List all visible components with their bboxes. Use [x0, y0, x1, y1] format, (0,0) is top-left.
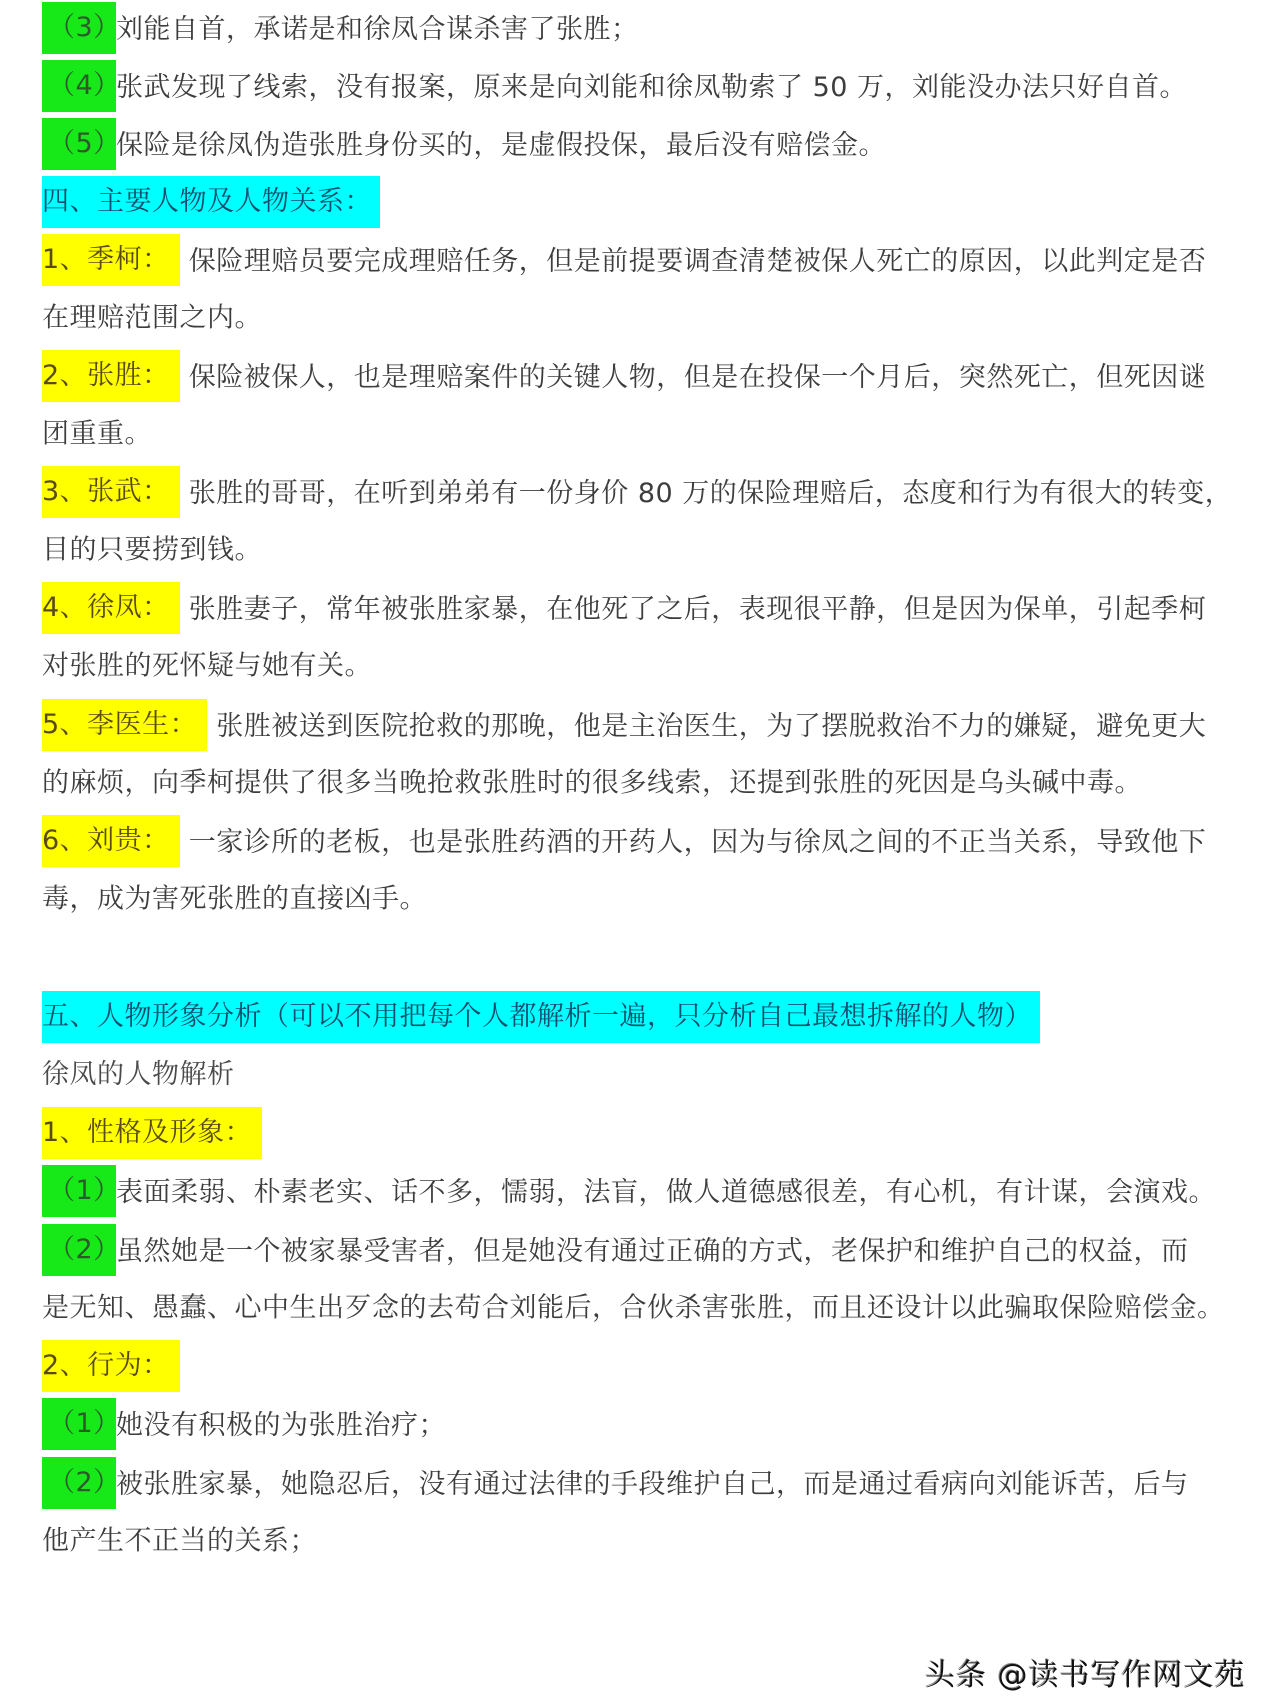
subtitle-text: 徐凤的人物解析 — [42, 1059, 235, 1090]
item-tag: （5） — [42, 118, 116, 170]
item-text-cont: 是无知、愚蠢、心中生出歹念的去苟合刘能后，合伙杀害张胜，而且还设计以此骗取保险赔偿金。 — [42, 1292, 1225, 1324]
item-text: 刘能自首，承诺是和徐凤合谋杀害了张胜； — [116, 14, 639, 45]
character-2-line1 — [42, 354, 1206, 398]
item-text: 她没有积极的为张胜治疗； — [116, 1410, 446, 1441]
character-6-line2 — [42, 877, 427, 921]
character-label: 1、季柯： — [42, 234, 180, 286]
character-desc-cont: 在理赔范围之内。 — [42, 302, 262, 334]
character-3-line2 — [42, 528, 262, 572]
character-label: 2、张胜： — [42, 350, 180, 402]
character-4-line2 — [42, 644, 372, 688]
character-desc-cont: 的麻烦，向季柯提供了很多当晚抢救张胜时的很多线索，还提到张胜的死因是乌头碱中毒。 — [42, 767, 1142, 799]
watermark: 头条 @读书写作网文苑 — [925, 1658, 1246, 1693]
character-5-line1 — [42, 703, 1206, 747]
part-label: 1、性格及形象： — [42, 1107, 262, 1159]
item-text: 被张胜家暴，她隐忍后，没有通过法律的手段维护自己，而是通过看病向刘能诉苦，后与 — [116, 1469, 1189, 1500]
character-label: 4、徐凤： — [42, 582, 180, 634]
item-tag: （3） — [42, 2, 116, 54]
behavior-1 — [42, 1402, 446, 1446]
character-5-line2 — [42, 761, 1142, 805]
character-desc: 张胜被送到医院抢救的那晚，他是主治医生，为了摆脱救治不力的嫌疑，避免更大 — [216, 711, 1207, 742]
part2-heading — [42, 1344, 180, 1388]
character-label: 3、张武： — [42, 466, 180, 518]
character-label: 5、李医生： — [42, 699, 207, 751]
section-heading-analysis — [42, 995, 1040, 1039]
part-label: 2、行为： — [42, 1340, 180, 1392]
item-text: 保险是徐凤伪造张胜身份买的，是虚假投保，最后没有赔偿金。 — [116, 130, 886, 161]
character-3-line1 — [42, 470, 1232, 514]
trait-2-line2 — [42, 1286, 1225, 1330]
trait-1 — [42, 1169, 1216, 1213]
character-desc-cont: 团重重。 — [42, 418, 152, 450]
item-tag: （1） — [42, 1398, 116, 1450]
character-desc: 一家诊所的老板，也是张胜药酒的开药人，因为与徐凤之间的不正当关系，导致他下 — [188, 827, 1207, 858]
plot-point-4 — [42, 64, 1187, 108]
heading-text: 五、人物形象分析（可以不用把每个人都解析一遍，只分析自己最想拆解的人物） — [42, 991, 1040, 1043]
character-2-line2 — [42, 412, 152, 456]
character-1-line2 — [42, 296, 262, 340]
character-desc-cont: 对张胜的死怀疑与她有关。 — [42, 650, 372, 682]
item-tag: （1） — [42, 1165, 116, 1217]
plot-point-5 — [42, 122, 886, 166]
section-heading-characters — [42, 180, 380, 224]
analysis-subtitle — [42, 1053, 235, 1097]
character-desc-cont: 目的只要捞到钱。 — [42, 534, 262, 566]
item-tag: （4） — [42, 60, 116, 112]
character-desc: 保险理赔员要完成理赔任务，但是前提要调查清楚被保人死亡的原因，以此判定是否 — [188, 246, 1207, 277]
heading-text: 四、主要人物及人物关系： — [42, 176, 380, 228]
character-1-line1 — [42, 238, 1206, 282]
character-desc: 张胜的哥哥，在听到弟弟有一份身价 80 万的保险理赔后，态度和行为有很大的转变， — [188, 478, 1233, 509]
character-label: 6、刘贵： — [42, 815, 180, 867]
part1-heading — [42, 1111, 262, 1155]
character-desc-cont: 毒，成为害死张胜的直接凶手。 — [42, 883, 427, 915]
item-text-cont: 他产生不正当的关系； — [42, 1525, 317, 1557]
behavior-2-line2 — [42, 1519, 317, 1563]
behavior-2-line1 — [42, 1461, 1189, 1505]
item-text: 张武发现了线索，没有报案，原来是向刘能和徐凤勒索了 50 万，刘能没办法只好自首。 — [116, 72, 1188, 103]
item-tag: （2） — [42, 1457, 116, 1509]
trait-2-line1 — [42, 1228, 1189, 1272]
character-6-line1 — [42, 819, 1206, 863]
character-desc: 张胜妻子，常年被张胜家暴，在他死了之后，表现很平静，但是因为保单，引起季柯 — [188, 594, 1207, 625]
character-4-line1 — [42, 586, 1206, 630]
plot-point-3 — [42, 6, 639, 50]
item-text: 虽然她是一个被家暴受害者，但是她没有通过正确的方式，老保护和维护自己的权益，而 — [116, 1236, 1189, 1267]
item-tag: （2） — [42, 1224, 116, 1276]
character-desc: 保险被保人，也是理赔案件的关键人物，但是在投保一个月后，突然死亡，但死因谜 — [188, 362, 1207, 393]
item-text: 表面柔弱、朴素老实、话不多，懦弱，法盲，做人道德感很差，有心机，有计谋，会演戏。 — [116, 1177, 1216, 1208]
